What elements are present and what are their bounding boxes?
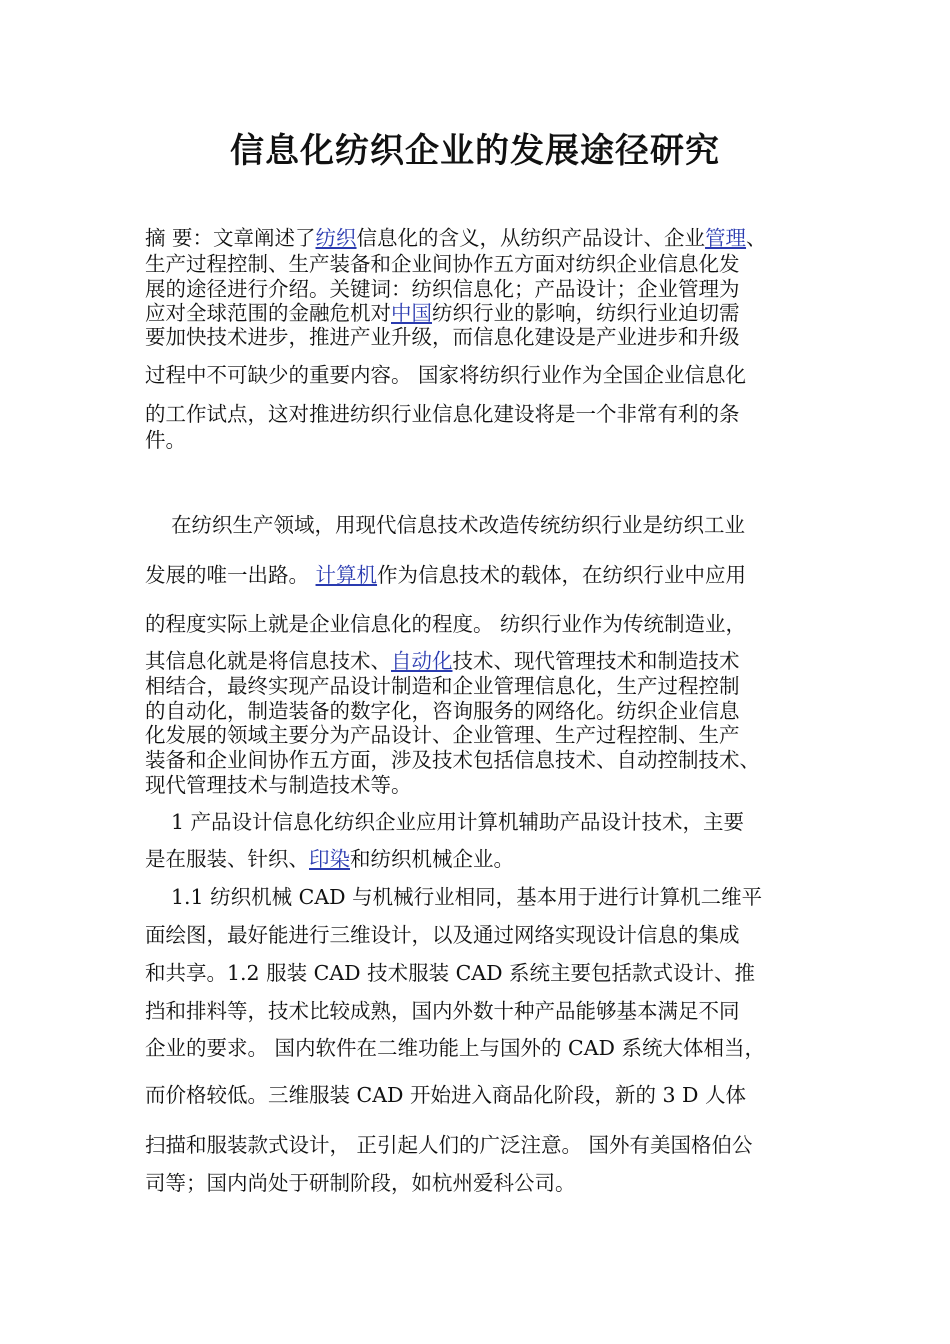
text-run: 技术、现代管理技术和制造技术 <box>452 649 740 673</box>
text-run: 信息化的含义，从纺织产品设计、企业 <box>356 226 706 250</box>
text-line <box>145 1132 825 1158</box>
text-line <box>145 922 825 948</box>
text-line <box>145 401 825 427</box>
text-run: 在纺织生产领域，用现代信息技术改造传统纺织行业是纺织工业 <box>171 513 745 537</box>
text-run: 纺织行业的影响，纺织行业迫切需 <box>432 301 740 325</box>
inline-link[interactable]: 计算机 <box>315 563 378 587</box>
document-title: 信息化纺织企业的发展途径研究 <box>230 131 720 171</box>
text-line <box>145 722 825 748</box>
text-run: 是在服装、针织、 <box>145 847 309 871</box>
text-run: 挡和排料等，技术比较成熟，国内外数十种产品能够基本满足不同 <box>145 999 740 1023</box>
text-run: 件。 <box>145 428 186 452</box>
text-run: 1 产品设计信息化纺织企业应用计算机辅助产品设计技术，主要 <box>171 810 745 834</box>
inline-link[interactable]: 印染 <box>309 847 350 871</box>
text-run: 和共享。1.2 服装 CAD 技术服装 CAD 系统主要包括款式设计、推 <box>145 961 756 985</box>
text-line <box>145 362 825 388</box>
text-run: 应对全球范围的金融危机对 <box>145 301 391 325</box>
text-line <box>145 772 825 798</box>
text-line <box>171 809 851 835</box>
text-line <box>145 1170 825 1196</box>
text-run: 企业的要求。 国内软件在二维功能上与国外的 CAD 系统大体相当， <box>145 1036 765 1060</box>
text-line <box>171 512 851 538</box>
text-line <box>145 300 825 326</box>
text-run: 的工作试点，这对推进纺织行业信息化建设将是一个非常有利的条 <box>145 402 740 426</box>
inline-link[interactable]: 纺织 <box>315 226 357 250</box>
inline-link[interactable]: 中国 <box>391 301 432 325</box>
text-line <box>145 276 825 302</box>
text-run: 、 <box>746 226 767 250</box>
inline-link[interactable]: 自动化 <box>391 649 453 673</box>
text-line <box>145 673 825 699</box>
text-run: 的自动化，制造装备的数字化，咨询服务的网络化。纺织企业信息 <box>145 699 740 723</box>
text-line <box>145 648 825 674</box>
text-line <box>145 698 825 724</box>
text-line <box>145 611 825 637</box>
text-run: 过程中不可缺少的重要内容。 国家将纺织行业作为全国企业信息化 <box>145 363 747 387</box>
text-line <box>145 225 825 251</box>
text-run: 展的途径进行介绍。关键词：纺织信息化；产品设计；企业管理为 <box>145 277 740 301</box>
text-run: 面绘图，最好能进行三维设计，以及通过网络实现设计信息的集成 <box>145 923 740 947</box>
text-line <box>145 998 825 1024</box>
text-line <box>145 747 825 773</box>
text-line <box>145 562 825 588</box>
text-run: 装备和企业间协作五方面，涉及技术包括信息技术、自动控制技术、 <box>145 748 760 772</box>
text-line <box>145 427 825 453</box>
text-line <box>145 251 825 277</box>
text-run: 扫描和服装款式设计， 正引起人们的广泛注意。 国外有美国格伯公 <box>145 1133 753 1157</box>
text-line <box>145 846 825 872</box>
text-line <box>145 324 825 350</box>
text-run: 司等；国内尚处于研制阶段，如杭州爱科公司。 <box>145 1171 576 1195</box>
text-run: 发展的唯一出路。 <box>145 563 316 587</box>
text-run: 摘 要：文章阐述了 <box>145 226 316 250</box>
text-line <box>145 1035 825 1061</box>
inline-link[interactable]: 管理 <box>705 226 747 250</box>
text-run: 而价格较低。三维服装 CAD 开始进入商品化阶段，新的 3 D 人体 <box>145 1083 746 1107</box>
text-run: 作为信息技术的载体，在纺织行业中应用 <box>377 563 747 587</box>
text-run: 现代管理技术与制造技术等。 <box>145 773 412 797</box>
text-run: 其信息化就是将信息技术、 <box>145 649 391 673</box>
text-run: 和纺织机械企业。 <box>350 847 514 871</box>
text-run: 要加快技术进步，推进产业升级，而信息化建设是产业进步和升级 <box>145 325 740 349</box>
text-line <box>145 960 825 986</box>
text-run: 生产过程控制、生产装备和企业间协作五方面对纺织企业信息化发 <box>145 252 740 276</box>
text-line <box>145 1082 825 1108</box>
text-run: 相结合，最终实现产品设计制造和企业管理信息化，生产过程控制 <box>145 674 740 698</box>
text-line <box>171 884 851 910</box>
text-run: 化发展的领域主要分为产品设计、企业管理、生产过程控制、生产 <box>145 723 740 747</box>
text-run: 1.1 纺织机械 CAD 与机械行业相同，基本用于进行计算机二维平 <box>171 885 763 909</box>
text-run: 的程度实际上就是企业信息化的程度。 纺织行业作为传统制造业， <box>145 612 747 636</box>
